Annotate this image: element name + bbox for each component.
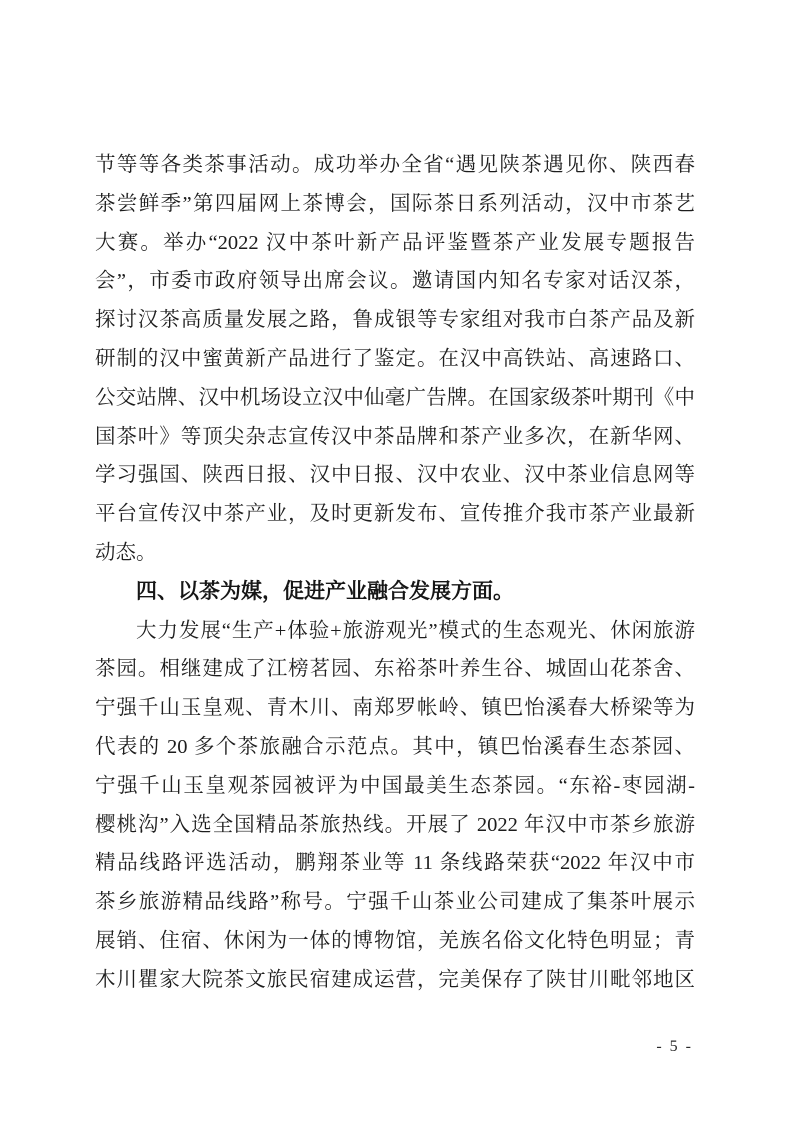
body-text-line: 大赛。举办“2022 汉中茶叶新产品评鉴暨茶产业发展专题报告	[95, 231, 695, 254]
body-text-line: 平台宣传汉中茶产业，及时更新发布、宣传推介我市茶产业最新	[95, 503, 695, 526]
body-text-line: 节等等各类茶事活动。成功举办全省“遇见陕茶遇见你、陕西春	[95, 154, 695, 176]
body-text-line: 樱桃沟”入选全国精品茶旅热线。开展了 2022 年汉中市茶乡旅游	[95, 813, 695, 836]
body-text-line: 展销、住宿、休闲为一体的博物馆，羌族名俗文化特色明显；青	[95, 929, 695, 952]
body-text-line: 会”，市委市政府领导出席会议。邀请国内知名专家对话汉茶，	[95, 270, 695, 293]
body-text-line: 代表的 20 多个茶旅融合示范点。其中，镇巴怡溪春生态茶园、	[95, 735, 695, 758]
body-text-line: 国茶叶》等顶尖杂志宣传汉中茶品牌和茶产业多次，在新华网、	[95, 425, 695, 448]
body-text-line: 茶园。相继建成了江榜茗园、东裕茶叶养生谷、城固山花茶舍、	[95, 658, 695, 681]
section-heading: 四、以茶为媒，促进产业融合发展方面。	[136, 579, 514, 603]
body-text-line: 木川瞿家大院茶文旅民宿建成运营，完美保存了陕甘川毗邻地区	[95, 968, 695, 991]
document-text-block	[95, 146, 695, 1000]
body-text-line: 动态。	[95, 541, 157, 564]
body-text-line: 研制的汉中蜜黄新产品进行了鉴定。在汉中高铁站、高速路口、	[95, 347, 695, 370]
body-text-line: 大力发展“生产+体验+旅游观光”模式的生态观光、休闲旅游	[136, 619, 695, 642]
body-text-line: 茶尝鲜季”第四届网上茶博会，国际茶日系列活动，汉中市茶艺	[95, 192, 695, 215]
body-text-line: 探讨汉茶高质量发展之路，鲁成银等专家组对我市白茶产品及新	[95, 309, 695, 332]
body-text-line: 宁强千山玉皇观、青木川、南郑罗帐岭、镇巴怡溪春大桥梁等为	[95, 697, 695, 720]
page-number: - 5 -	[656, 1038, 693, 1055]
body-text-line: 宁强千山玉皇观茶园被评为中国最美生态茶园。“东裕-枣园湖-	[95, 774, 695, 797]
body-text-line: 精品线路评选活动，鹏翔茶业等 11 条线路荣获“2022 年汉中市	[95, 852, 695, 875]
body-text-line: 公交站牌、汉中机场设立汉中仙毫广告牌。在国家级茶叶期刊《中	[95, 386, 695, 409]
body-text-line: 学习强国、陕西日报、汉中日报、汉中农业、汉中茶业信息网等	[95, 464, 695, 487]
body-text-line: 茶乡旅游精品线路”称号。宁强千山茶业公司建成了集茶叶展示	[95, 891, 695, 914]
